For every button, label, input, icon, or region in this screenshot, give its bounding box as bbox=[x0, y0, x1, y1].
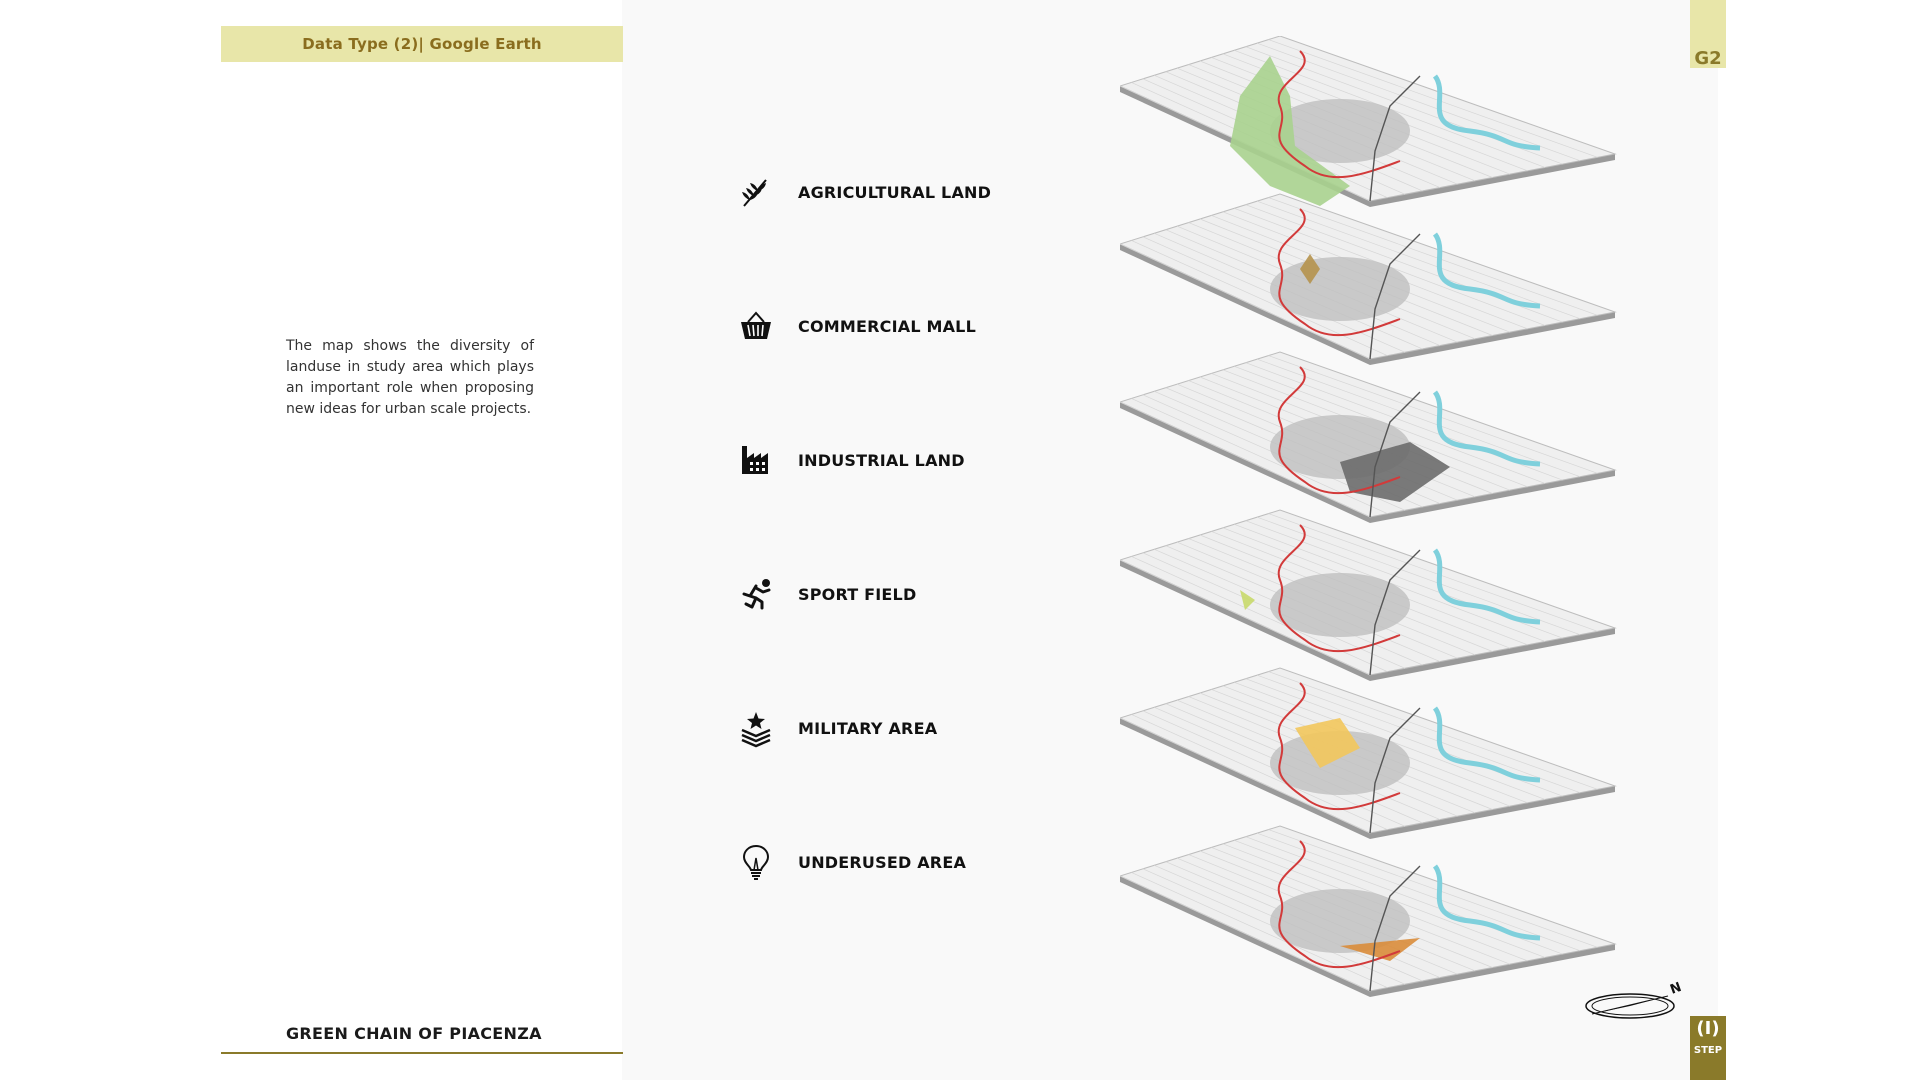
description-text: The map shows the diversity of landuse in study area which plays an important role when proposing new ideas for urban scale projects. bbox=[286, 338, 534, 417]
map-layer-underused bbox=[1120, 826, 1615, 997]
legend-label: SPORT FIELD bbox=[798, 584, 917, 604]
header-title: Data Type (2)| Google Earth bbox=[302, 35, 542, 53]
map-layer-military bbox=[1120, 668, 1615, 839]
legend-label: COMMERCIAL MALL bbox=[798, 316, 976, 336]
map-layer-agricultural bbox=[1120, 36, 1615, 207]
legend-label: INDUSTRIAL LAND bbox=[798, 450, 965, 470]
legend-label: UNDERUSED AREA bbox=[798, 852, 967, 872]
runner-icon bbox=[736, 574, 776, 614]
landuse-map-stack bbox=[1120, 36, 1620, 1006]
legend-item-military bbox=[736, 704, 937, 752]
basket-icon bbox=[736, 306, 776, 346]
compass-north-label: N bbox=[1668, 980, 1684, 998]
legend-label: AGRICULTURAL LAND bbox=[798, 182, 992, 202]
page-code: G2 bbox=[1694, 48, 1722, 69]
legend-item-underused bbox=[736, 838, 966, 886]
legend-item-commercial bbox=[736, 302, 976, 350]
factory-icon bbox=[736, 440, 776, 480]
map-layer-sport bbox=[1120, 510, 1615, 681]
left-panel bbox=[220, 0, 622, 1080]
lightbulb-icon bbox=[736, 842, 776, 882]
wheat-icon bbox=[736, 172, 776, 212]
footer-divider bbox=[221, 1052, 623, 1054]
step-number: (I) bbox=[1696, 1018, 1720, 1039]
legend-item-industrial bbox=[736, 436, 965, 484]
map-layer-commercial bbox=[1120, 194, 1615, 365]
step-tab bbox=[1690, 1016, 1726, 1080]
map-layer-industrial bbox=[1120, 352, 1615, 523]
footer-title: GREEN CHAIN OF PIACENZA bbox=[286, 1024, 542, 1043]
legend-item-agricultural bbox=[736, 168, 991, 216]
legend-label: MILITARY AREA bbox=[798, 718, 938, 738]
header-bar bbox=[221, 26, 623, 62]
legend-item-sport bbox=[736, 570, 916, 618]
compass-icon bbox=[1580, 980, 1690, 1020]
step-label: STEP bbox=[1693, 1045, 1723, 1056]
military-icon bbox=[736, 708, 776, 748]
